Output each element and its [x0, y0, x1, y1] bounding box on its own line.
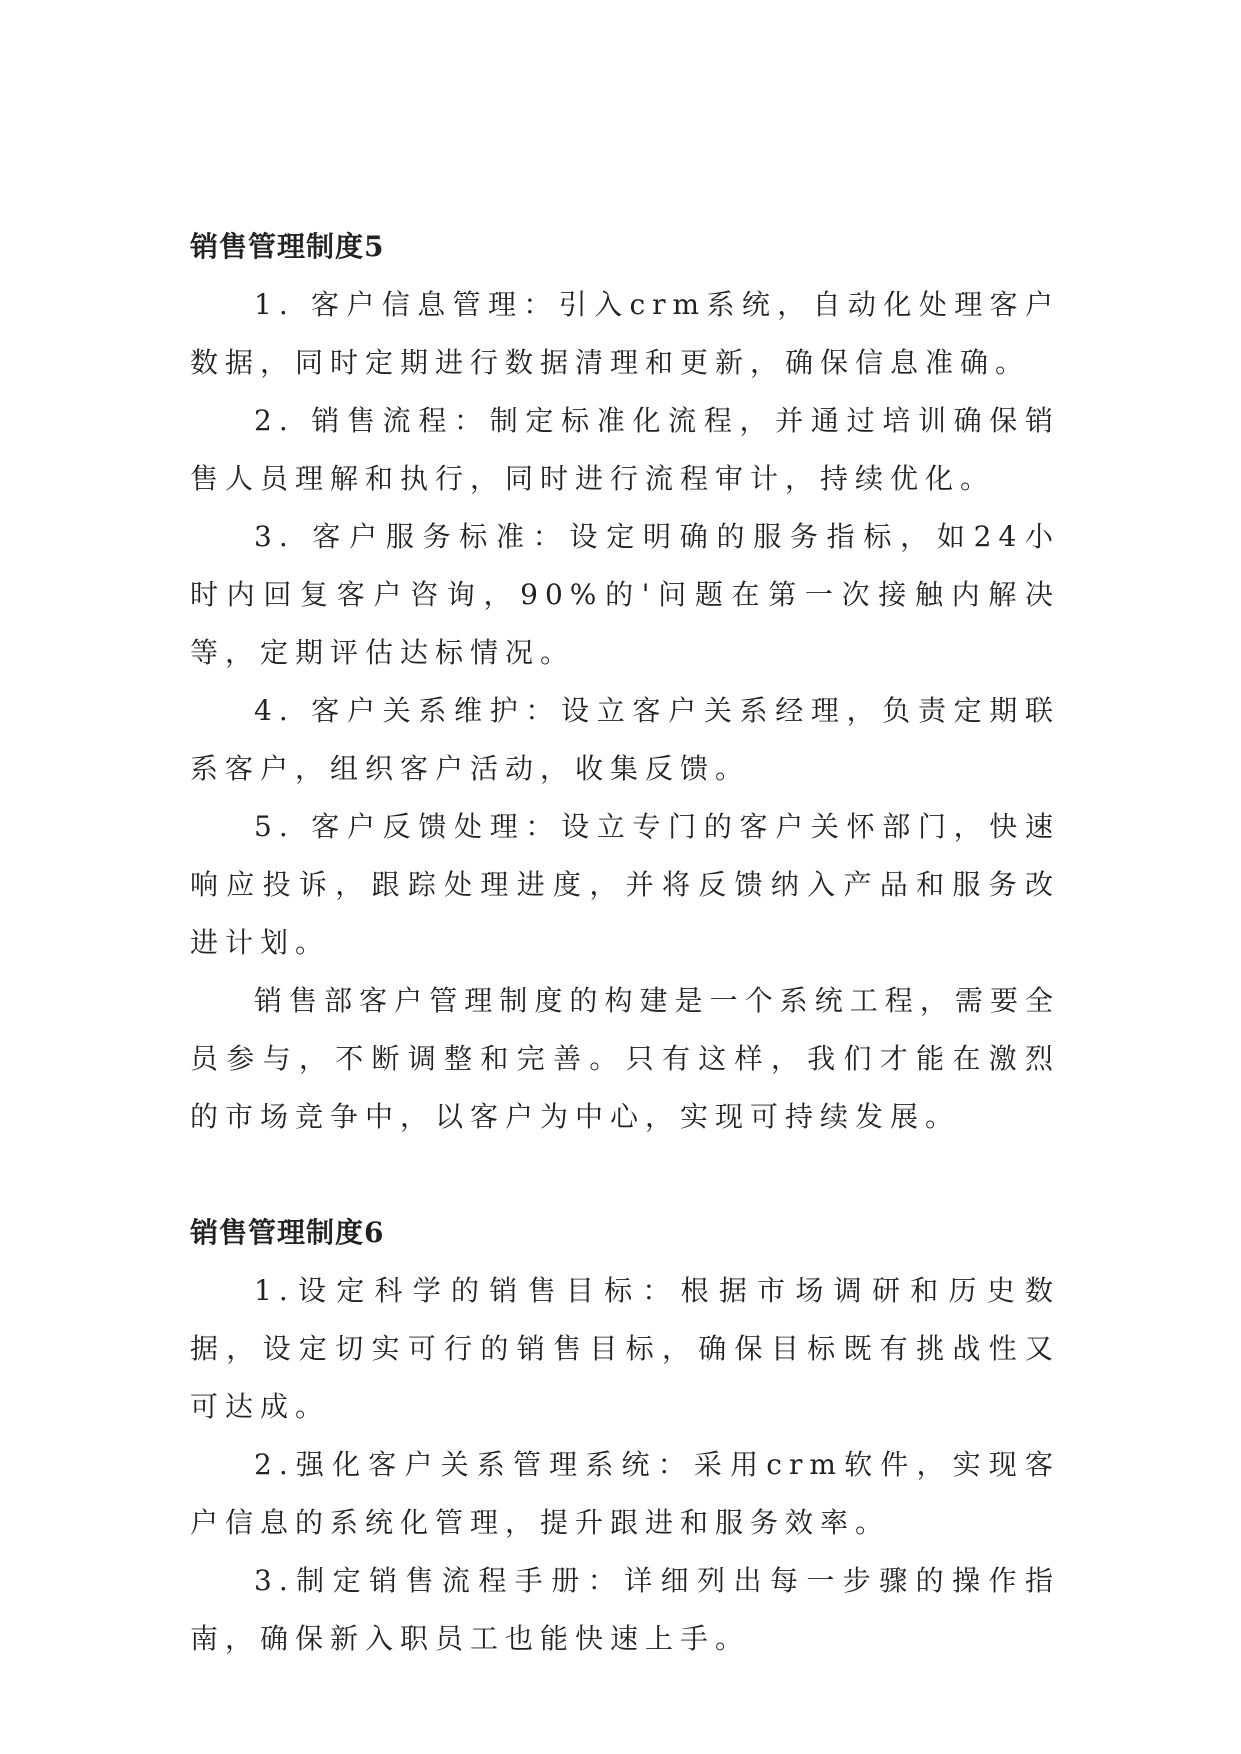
paragraph: 1.设定科学的销售目标：根据市场调研和历史数据，设定切实可行的销售目标，确保目标既有挑战性又可达成。	[190, 1274, 1060, 1423]
paragraph: 1. 客户信息管理：引入crm系统，自动化处理客户数据，同时定期进行数据清理和更新，确保信息准确。	[190, 288, 1060, 379]
section-title: 销售管理制度5	[190, 230, 385, 263]
section-gap	[190, 1146, 1060, 1204]
paragraph: 3.制定销售流程手册：详细列出每一步骤的操作指南，确保新入职员工也能快速上手。	[190, 1564, 1060, 1655]
paragraph: 2. 销售流程：制定标准化流程，并通过培训确保销售人员理解和执行，同时进行流程审计，持续优化。	[190, 404, 1060, 495]
document-page	[190, 218, 1060, 1668]
paragraph: 3. 客户服务标准：设定明确的服务指标，如24小时内回复客户咨询，90%的'问题在第一次接触内解决等，定期评估达标情况。	[190, 520, 1060, 669]
paragraph: 5. 客户反馈处理：设立专门的客户关怀部门，快速响应投诉，跟踪处理进度，并将反馈纳入产品和服务改进计划。	[190, 810, 1060, 959]
section-6	[190, 1204, 1060, 1668]
paragraph: 销售部客户管理制度的构建是一个系统工程，需要全员参与，不断调整和完善。只有这样，我们才能在激烈的市场竞争中，以客户为中心，实现可持续发展。	[190, 984, 1060, 1133]
paragraph: 2.强化客户关系管理系统：采用crm软件，实现客户信息的系统化管理，提升跟进和服务效率。	[190, 1448, 1060, 1539]
paragraph: 4. 客户关系维护：设立客户关系经理，负责定期联系客户，组织客户活动，收集反馈。	[190, 694, 1060, 785]
section-5	[190, 218, 1060, 1146]
section-title: 销售管理制度6	[190, 1216, 385, 1249]
